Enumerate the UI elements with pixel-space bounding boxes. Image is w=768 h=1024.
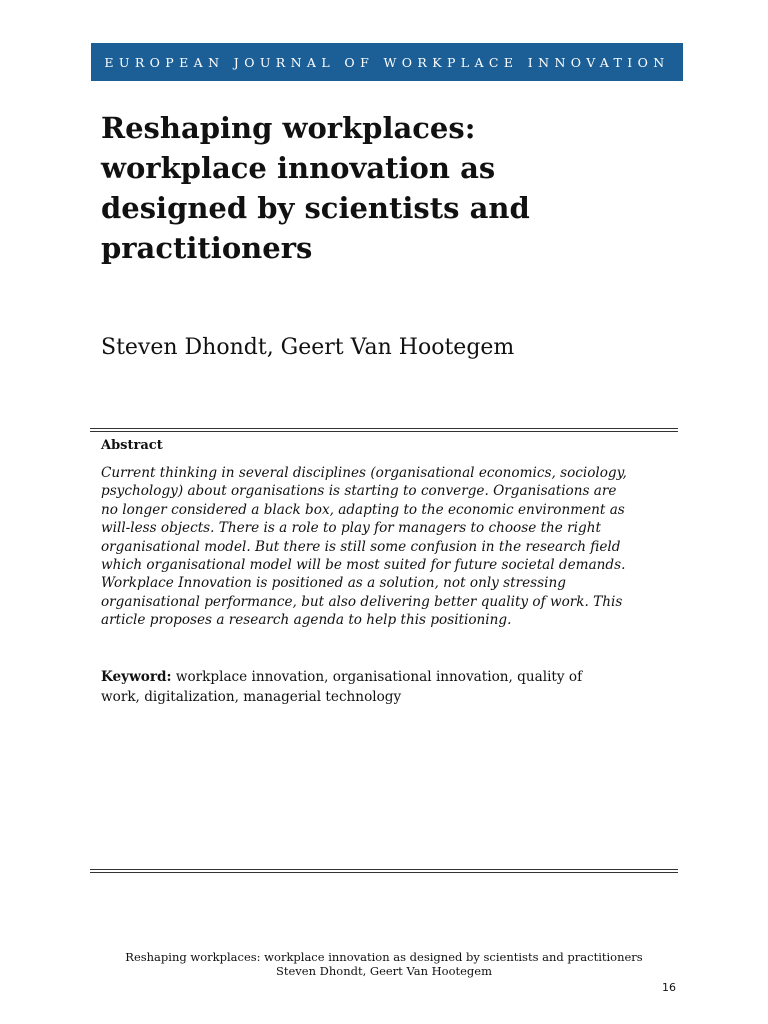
abstract-line: will-less objects. There is a role to play for managers to choose the right (101, 520, 601, 537)
abstract-line: Current thinking in several disciplines (organisational economics, sociology, (101, 465, 627, 481)
abstract-line: which organisational model will be most suited for future societal demands. (101, 557, 626, 574)
journal-banner (91, 43, 683, 81)
abstract-line: no longer considered a black box, adapting to the economic environment as (101, 501, 625, 518)
running-footer (0, 950, 768, 978)
footer-authors: Steven Dhondt, Geert Van Hootegem (275, 964, 493, 978)
top-divider (90, 428, 678, 432)
article-title (101, 108, 661, 268)
keywords-text: work, digitalization, managerial technology (101, 688, 402, 705)
page-number: 16 (662, 981, 676, 994)
article-authors: Steven Dhondt, Geert Van Hootegem (101, 335, 515, 360)
abstract-body (101, 464, 671, 630)
title-line: practitioners (101, 231, 313, 265)
bottom-divider (90, 869, 678, 873)
abstract-line: psychology) about organisations is starting to converge. Organisations are (101, 483, 617, 500)
title-line: designed by scientists and (101, 191, 530, 225)
title-line: workplace innovation as (101, 151, 496, 185)
journal-name: EUROPEAN JOURNAL OF WORKPLACE INNOVATION (104, 54, 670, 70)
abstract-line: organisational model. But there is still some confusion in the research field (101, 538, 621, 555)
keywords-label: Keyword: (101, 669, 172, 685)
keywords-text: workplace innovation, organisational innovation, quality of (171, 669, 583, 685)
keywords (101, 668, 671, 707)
title-line: Reshaping workplaces: (101, 111, 476, 145)
abstract-line: organisational performance, but also delivering better quality of work. This (101, 593, 623, 610)
keywords-line (101, 668, 671, 688)
footer-title: Reshaping workplaces: workplace innovation as designed by scientists and practitioners (125, 950, 643, 964)
abstract-heading: Abstract (101, 438, 163, 453)
abstract-line: article proposes a research agenda to help this positioning. (101, 612, 512, 629)
abstract-line: Workplace Innovation is positioned as a solution, not only stressing (101, 575, 566, 592)
